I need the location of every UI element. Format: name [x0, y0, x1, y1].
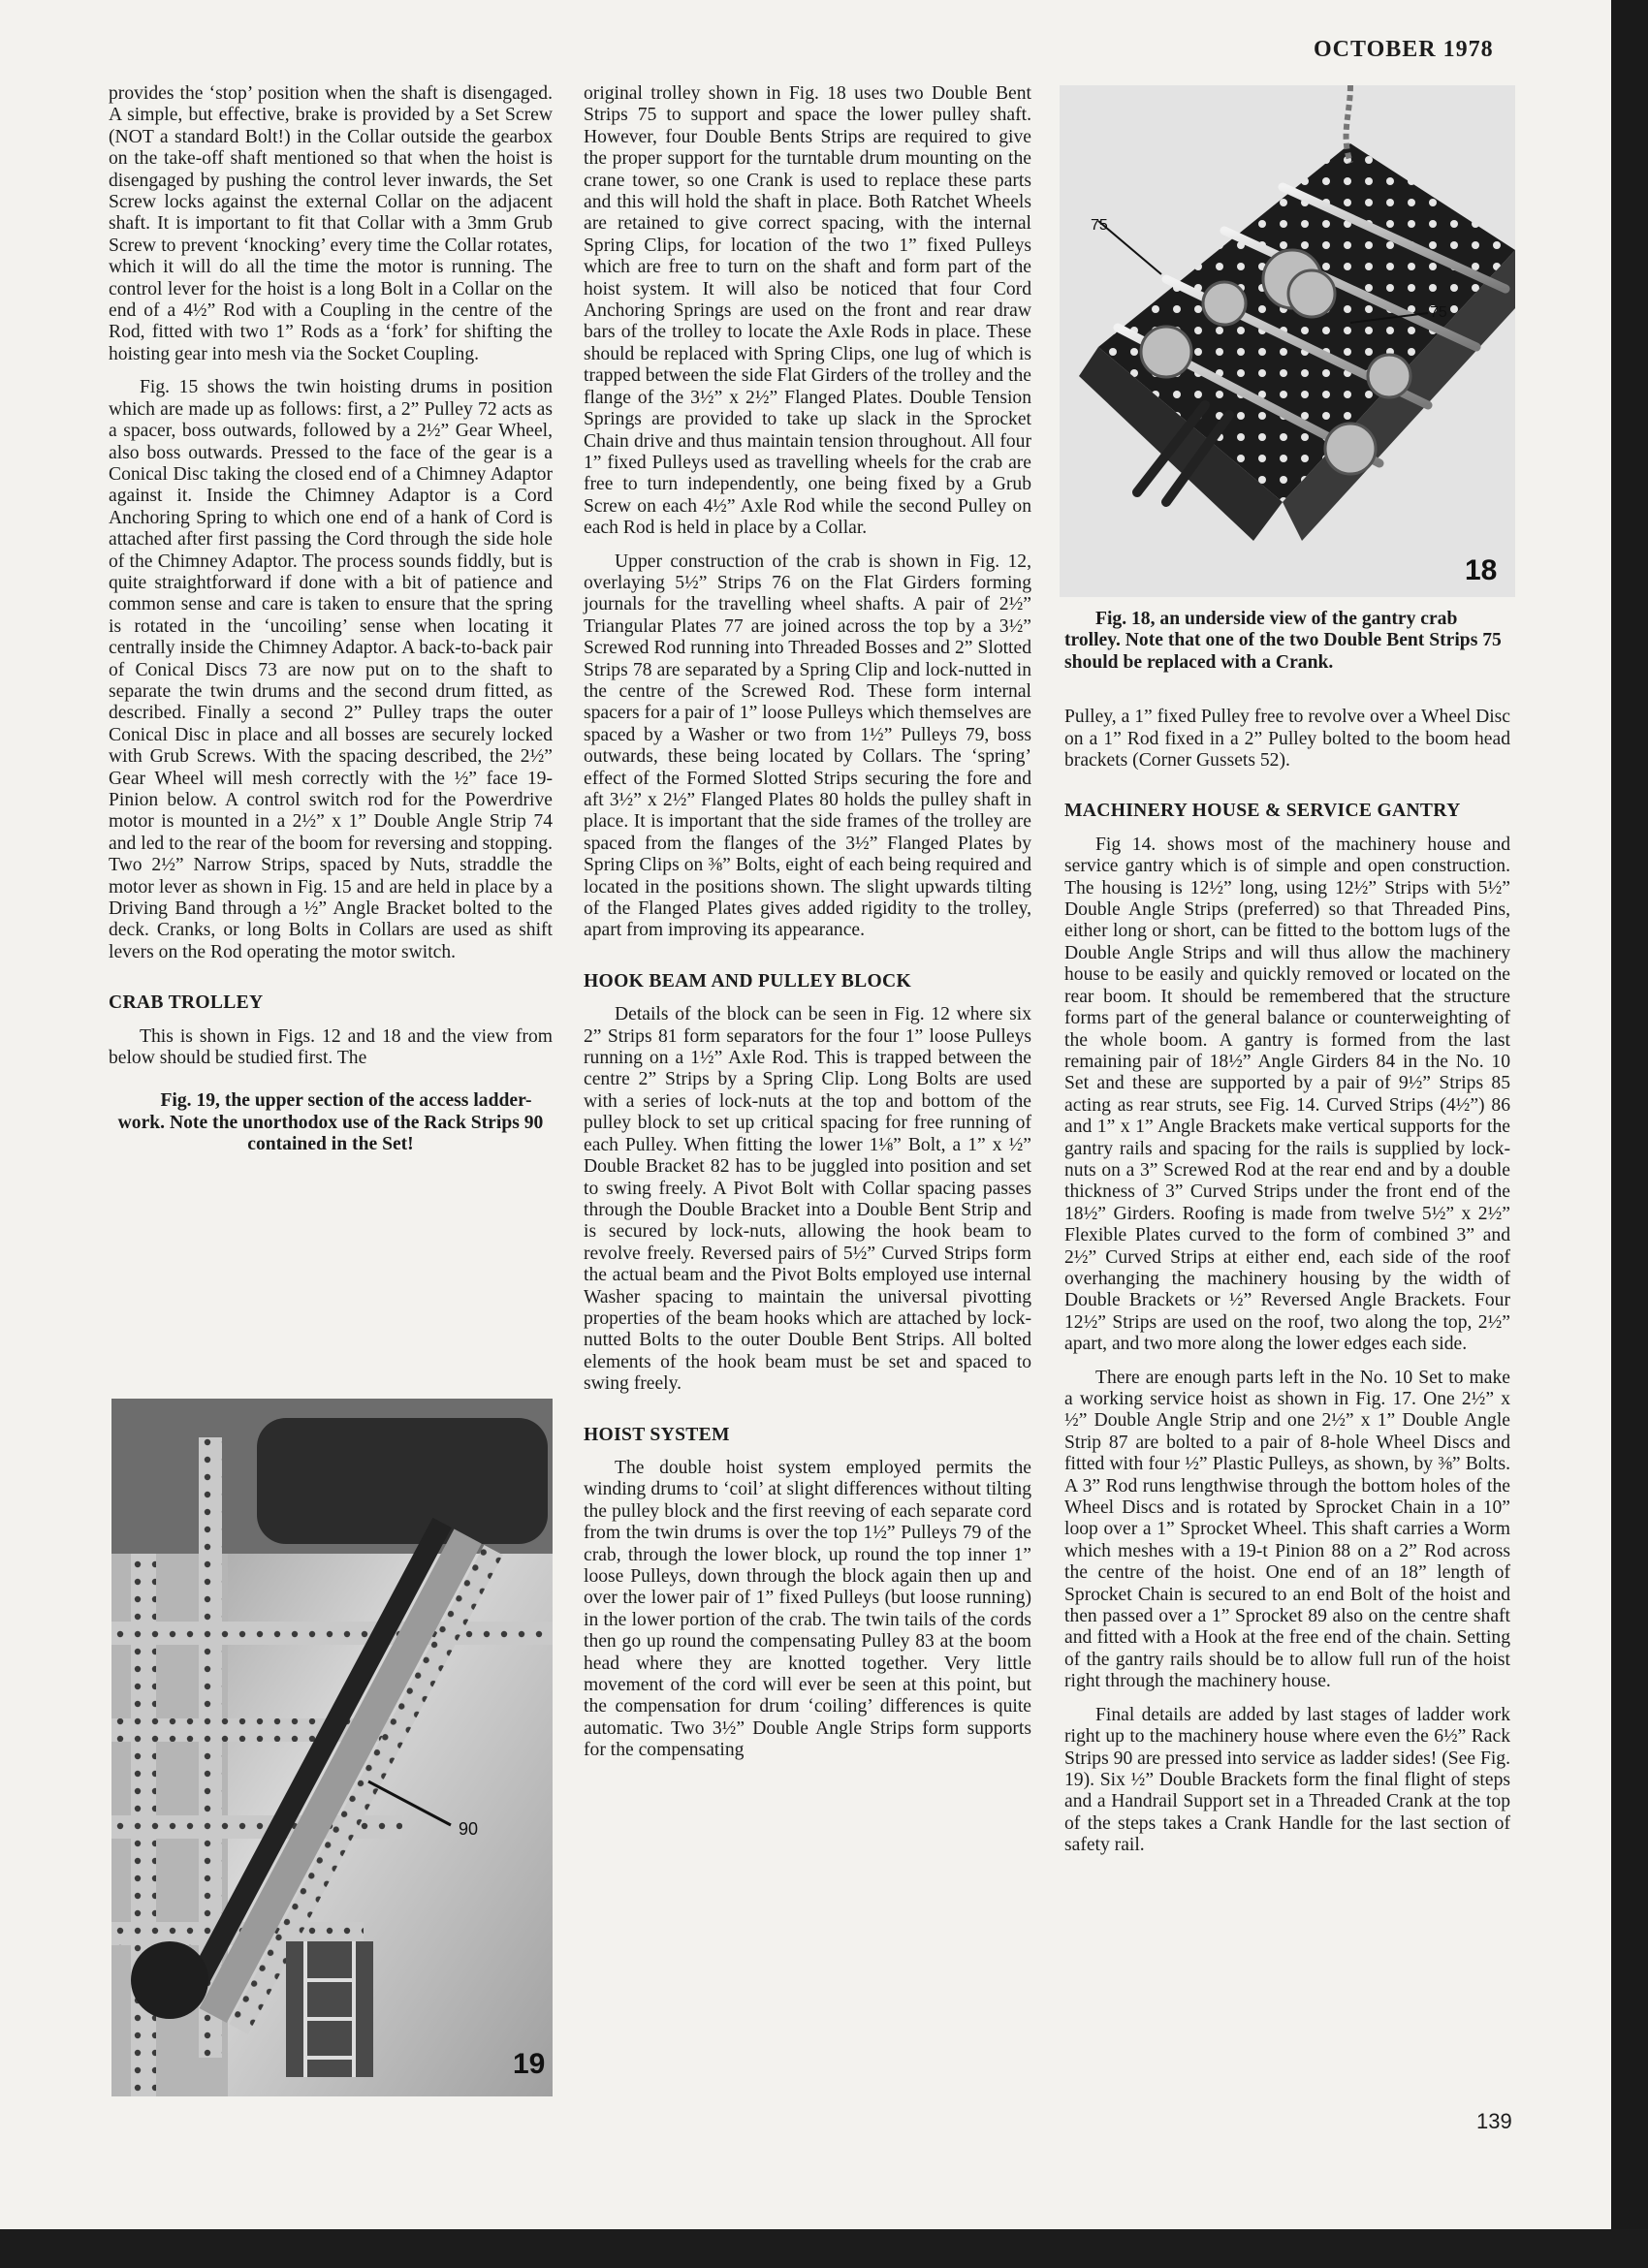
- column-1: [109, 83, 553, 1168]
- paragraph: Upper construction of the crab is shown in Fig. 12, overlaying 5½” Strips 76 on the Flat Girders forming journals for the travelling wheel shafts. A pair of 2½” Triangular Plates 77 are joined across the top by a 3½” Screwed Rod running into Threaded Bosses and 2” Slotted Strips 78 are separated by a Spring Clip and lock-nutted in the centre of the Screwed Rod. These form internal spacers for a pair of 1” loose Pulleys which themselves are spaced by a Washer or two from 1½” Pulleys 79, boss outwards, these being located by Collars. The ‘spring’ effect of the Formed Slotted Strips securing the fore and aft 3½” x 2½” Flanged Plates 80 holds the pulley shaft in place. It is important that the side frames of the trolley are spaced from the flanges of the 3½” Flanged Plates by Spring Clips on ⅜” Bolts, eight of each being required and located in the positions shown. The slight upwards tilting of the Flanged Plates gives added rigidity to the trolley, apart from improving its appearance.: [584, 551, 1031, 941]
- section-heading-crab-trolley: CRAB TROLLEY: [109, 992, 264, 1014]
- section-heading-hook-beam: HOOK BEAM AND PULLEY BLOCK: [584, 970, 912, 992]
- figure-18-callout-75-right: 75: [1430, 304, 1447, 321]
- section-heading-hoist-system: HOIST SYSTEM: [584, 1424, 730, 1445]
- figure-19-number: 19: [513, 2048, 546, 2080]
- issue-date: OCTOBER 1978: [1314, 37, 1494, 62]
- figure-18-callout-75-left: 75: [1091, 217, 1108, 234]
- paragraph: Fig. 15 shows the twin hoisting drums in position which are made up as follows: first, a 2” Pulley 72 acts as a spacer, boss outwards, followed by a 2½” Gear Wheel, also boss outwards. Pressed to the face of the gear is a Conical Disc taking the closed end of a Chimney Adaptor against it. Inside the Chimney Adaptor is a Cord Anchoring Spring to which one end of a hank of Cord is attached after first passing the Cord through the side hole of the Chimney Adaptor. The process sounds fiddly, but is quite straightforward if done with a bit of patience and common sense and care is taken to ensure that the spring is rotated in the ‘uncoiling’ sense when locating it centrally inside the Chimney Adaptor. A back-to-back pair of Conical Discs 73 are now put on to the shaft to separate the twin drums and the second drum fitted, as described. Finally a second 2” Pulley traps the outer Conical Disc in place and all bosses are securely locked with Grub Screws. With the spacing described, the 2½” Gear Wheel will mesh correctly with the ½” face 19-Pinion below. A control switch rod for the Powerdrive motor is mounted in a 2½” x 1” Double Angle Strip 74 and led to the rear of the boom for reversing and stopping. Two 2½” Narrow Strips, spaced by Nuts, straddle the motor lever as shown in Fig. 15 and are held in place by a Driving Band through a ½” Angle Bracket bolted to the deck. Cranks, or long Bolts in Collars are used as shift levers on the Rod operating the motor switch.: [109, 377, 553, 962]
- paragraph: Fig 14. shows most of the machinery house and service gantry which is of simple and open construction. The housing is 12½” long, using 12½” Strips with 5½” Double Angle Strips (preferred) so that Threaded Pins, either long or short, can be fitted to the bottom lugs of the Double Angle Strips and will thus allow the machinery house to be easily and quickly removed or located on the rear boom. It should be remembered that the structure forms part of the general balance or counterweighting of the whole boom. A gantry is formed from the last remaining pair of 18½” Angle Girders 84 in the No. 10 Set and these are supported by a pair of 9½” Strips 85 acting as rear struts, see Fig. 14. Curved Strips (4½”) 86 and 1” x 1” Angle Brackets make vertical supports for the gantry rails and spacing for the rails is supplied by lock-nuts on a 3” Screwed Rod at the rear end and by a double thickness of 3” Curved Strips under the front end of the 18½” Girders. Roofing is made from twelve 5½” x 2½” Flexible Plates curved to the form of combined 3” and 2½” Curved Strips at either end, each side of the roof overhanging the machinery housing by the width of Double Brackets or ½” Reversed Angle Brackets. Four 12½” Strips are used on the roof, two along the top, 2½” apart, and two more along the lower edges each side.: [1064, 834, 1510, 1355]
- paragraph: The double hoist system employed permits the winding drums to ‘coil’ at slight differences without tilting the pulley block and the first reeving of each separate cord from the twin drums is over the top 1½” Pulleys 79 of the crab, through the lower block, up round the top inner 1” loose Pulleys, down through the block again then up and over the lower pair of 1” fixed Pulleys (but loose running) in the lower portion of the crab. The twin tails of the cords then go up round the compensating Pulley 83 at the boom head where they are knotted together. Very little movement of the cord will ever be seen at this point, but the compensation for drum ‘coiling’ differences is quite automatic. Two 3½” Double Angle Strips form supports for the compensating: [584, 1457, 1031, 1761]
- paragraph: Pulley, a 1” fixed Pulley free to revolve over a Wheel Disc on a 1” Rod fixed in a 2” Pulley bolted to the boom head brackets (Corner Gussets 52).: [1064, 707, 1510, 772]
- bottom-edge: [0, 2229, 1648, 2268]
- figure-19-illustration: [111, 1399, 553, 2096]
- page-number: 139: [1476, 2109, 1512, 2133]
- paragraph: There are enough parts left in the No. 10 Set to make a working service hoist as shown in Fig. 17. One 2½” x ½” Double Angle Strip and one 2½” x 1” Double Angle Strip 87 are bolted to a pair of 8-hole Wheel Discs and fitted with four ½” Plastic Pulleys, as shown, by ⅜” Bolts. A 3” Rod runs lengthwise through the bottom holes of the Wheel Discs and is rotated by Sprocket Chain in a 10” loop over a 1” Sprocket Wheel. This shaft carries a Worm which meshes with a 19-t Pinion 88 on a 2” Rod across the centre of the hoist. One end of an 18” length of Sprocket Chain is secured to an end Bolt of the hoist and then passed over a 1” Sprocket 89 also on the centre shaft and fitted with a Hook at the free end of the chain. Setting of the gantry rails should be to allow full run of the hoist right through the machinery house.: [1064, 1367, 1510, 1692]
- figure-19-photo: [111, 1399, 553, 2096]
- figure-19-callout-90: 90: [459, 1819, 479, 1839]
- paragraph: provides the ‘stop’ position when the shaft is disengaged. A simple, but effective, brake is provided by a Set Screw (NOT a standard Bolt!) in the Collar outside the gearbox on the take-off shaft mentioned so that when the hoist is disengaged by pushing the control lever inwards, the Set Screw locks against the external Collar on the adjacent shaft. It is important to fit that Collar with a 3mm Grub Screw to prevent ‘knocking’ every time the Collar rotates, which it will do all the time the motor is running. The control lever for the hoist is a long Bolt in a Collar on the end of a 4½” Rod with a Coupling in the centre of the Rod, fitted with two 1” Rods as a ‘fork’ for shifting the hoisting gear into mesh via the Socket Coupling.: [109, 83, 553, 364]
- figure-18-caption: Fig. 18, an underside view of the gantry crab trolley. Note that one of the two Double Bent Strips 75 should be replaced with a Crank.: [1064, 609, 1502, 673]
- paragraph: Details of the block can be seen in Fig. 12 where six 2” Strips 81 form separators for the four 1” loose Pulleys running on a 1½” Axle Rod. This is trapped between the centre 2” Strips by a Spring Clip. Long Bolts are used with a series of lock-nuts at the top and bottom of the pulley block to set up critical spacing for free running of each Pulley. When fitting the lower 1⅛” Bolt, a 1” x ½” Double Bracket 82 has to be juggled into position and set to swing freely. A Pivot Bolt with Collar spacing passes through the Double Bracket into a Double Bent Strip and is secured by lock-nuts, allowing the hook beam to revolve freely. Reversed pairs of 5½” Curved Strips form the actual beam and the Pivot Bolts employed use internal Washer spacing to maintain the universal pivotting properties of the beam hooks which are attached by lock-nutted Bolts to the outer Double Bent Strips. All bolted elements of the hook beam must be set and spaced to swing freely.: [584, 1004, 1031, 1395]
- column-2: [584, 83, 1031, 1774]
- figure-18-photo: [1060, 85, 1515, 597]
- figure-19-caption: Fig. 19, the upper section of the access ladder-work. Note the unorthodox use of the Rack Strips 90 contained in the Set!: [117, 1090, 544, 1155]
- paragraph: This is shown in Figs. 12 and 18 and the view from below should be studied first. The: [109, 1025, 553, 1069]
- paragraph: Final details are added by last stages of ladder work right up to the machinery house where even the 6½” Rack Strips 90 are pressed into service as ladder sides! (See Fig. 19). Six ½” Double Brackets form the final flight of steps and a Handrail Support set in a Threaded Crank at the top of the steps takes a Crank Handle for the last section of safety rail.: [1064, 1704, 1510, 1856]
- figure-18-number: 18: [1465, 554, 1498, 586]
- paragraph: original trolley shown in Fig. 18 uses two Double Bent Strips 75 to support and space the lower pulley shaft. However, four Double Bents Strips are required to give the proper support for the turntable drum mounting on the crane tower, so one Crank is used to replace these parts and this will hold the shaft in place. Both Ratchet Wheels are retained to give correct spacing, with the internal Spring Clips, for location of the two 1” fixed Pulleys which are free to turn on the shaft and form part of the hoist system. It will also be noticed that four Cord Anchoring Springs are used on the front and rear draw bars of the trolley to locate the Axle Rods in place. These should be replaced with Spring Clips, one lug of which is trapped between the side Flat Girders of the trolley and the flange of the 3½” x 2½” Flanged Plates. Double Tension Springs are provided to take up slack in the Sprocket Chain drive and thus maintain tension throughout. All four 1” fixed Pulleys used as travelling wheels for the crab are free to turn independently, one being fixed by a Grub Screw on each 4½” Axle Rod while the second Pulley on each Rod is held in place by a Collar.: [584, 83, 1031, 539]
- section-heading-machinery-house: MACHINERY HOUSE & SERVICE GANTRY: [1064, 801, 1461, 822]
- column-3: [1064, 609, 1510, 1869]
- page-edge: [1611, 0, 1648, 2268]
- figure-18-illustration: [1060, 85, 1515, 597]
